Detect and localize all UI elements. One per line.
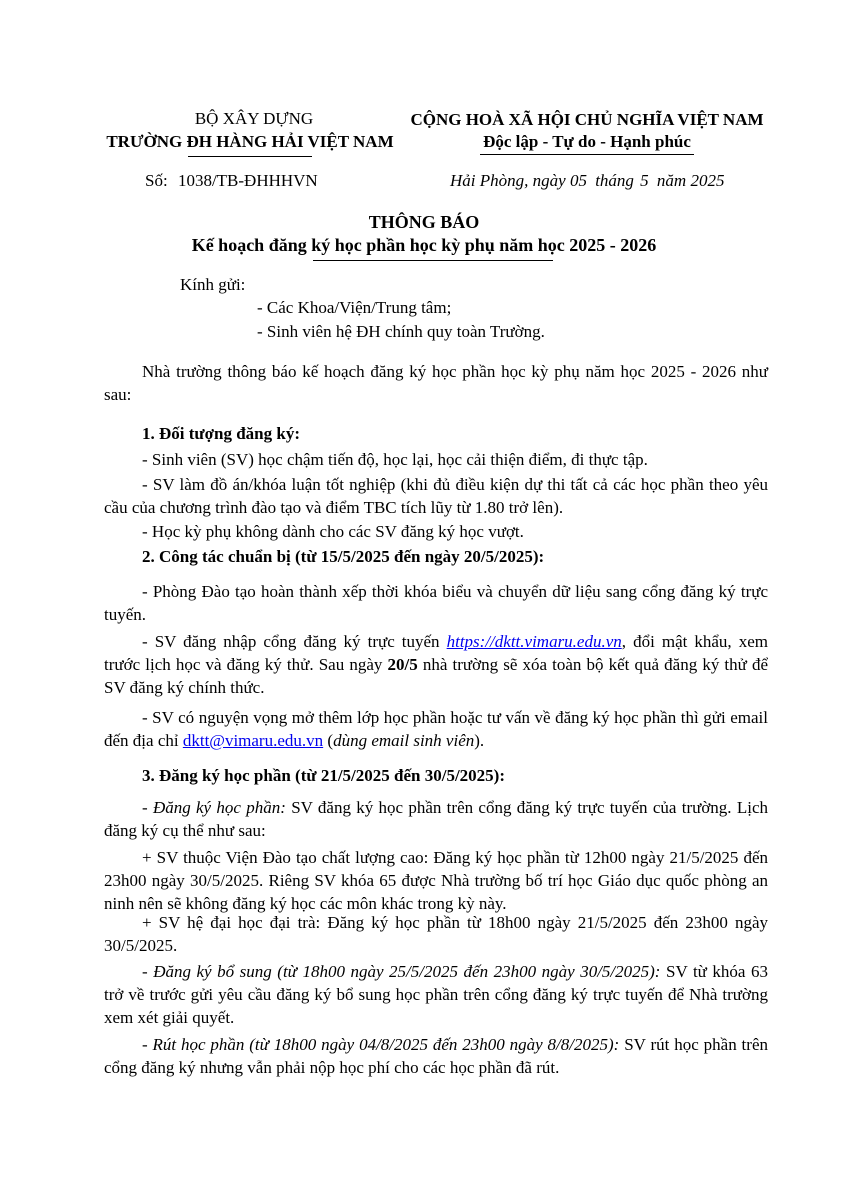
section3-p1-text: SV đăng ký học phần trên cổng đăng ký trực tuyến của trường. Lịch đăng ký cụ thể như sau: (104, 798, 768, 840)
university-underline (188, 156, 312, 157)
contact-email-link[interactable]: dktt@vimaru.edu.vn (182, 731, 324, 750)
subtitle-underline (313, 260, 553, 261)
date-year: năm 2025 (656, 171, 725, 190)
country-name: CỘNG HOÀ XÃ HỘI CHỦ NGHĨA VIỆT NAM (410, 110, 764, 129)
date-day: 05 (569, 171, 587, 190)
section3-paragraph: + SV thuộc Viện Đào tạo chất lượng cao: Đăng ký học phần từ 12h00 ngày 21/5/2025 đến 23h00 ngày 30/5/2025. Riêng SV khóa 65 được Nhà trường bố trí học Giáo dục quốc phòng an ninh nên sẽ không đăng ký học các môn khác trong kỳ này. (104, 848, 768, 913)
section2-paragraph (104, 706, 768, 752)
doc-number-value: 1038 (177, 171, 212, 190)
university-name: TRƯỜNG ĐH HÀNG HẢI VIỆT NAM (106, 132, 394, 151)
date-month-label: tháng (595, 171, 634, 190)
section3-p5-text: SV rút học phần trên cổng đăng ký nhưng vẫn phải nộp học phí cho các học phần đã rút. (104, 1035, 768, 1077)
motto-underline (480, 154, 694, 155)
recipients-label: Kính gửi: (180, 275, 246, 294)
section2-heading: 2. Công tác chuẩn bị (từ 15/5/2025 đến ngày 20/5/2025): (142, 547, 545, 566)
section1-paragraph: - Sinh viên (SV) học chậm tiến độ, học lại, học cải thiện điểm, đi thực tập. (142, 450, 648, 469)
intro-paragraph: Nhà trường thông báo kế hoạch đăng ký học phần học kỳ phụ năm học 2025 - 2026 như sau: (104, 362, 768, 404)
section2-p3-open: ( (327, 731, 334, 750)
section3-p5-label: - Rút học phần (từ 18h00 ngày 04/8/2025 đến 23h00 ngày 8/8/2025): (142, 1035, 620, 1054)
section3-heading: 3. Đăng ký học phần (từ 21/5/2025 đến 30/5/2025): (142, 766, 505, 785)
section3-paragraph (104, 1033, 768, 1079)
section2-p2-text: - SV đăng nhập cổng đăng ký trực tuyến (142, 632, 440, 651)
date-month: 5 (640, 171, 649, 190)
section2-paragraph: - Phòng Đào tạo hoàn thành xếp thời khóa biểu và chuyển dữ liệu sang cổng đăng ký trực tuyến. (104, 582, 768, 624)
motto: Độc lập - Tự do - Hạnh phúc (483, 132, 691, 151)
section3-p4-label: - Đăng ký bổ sung (từ 18h00 ngày 25/5/2025 đến 23h00 ngày 30/5/2025): (142, 962, 661, 981)
issue-date (450, 171, 724, 191)
section2-p3-note: dùng email sinh viên (333, 731, 475, 750)
doc-number-suffix: /TB-ĐHHHVN (211, 171, 318, 190)
section3-paragraph (104, 960, 768, 1029)
document-subtitle: Kế hoạch đăng ký học phần học kỳ phụ năm học 2025 - 2026 (191, 235, 657, 255)
ministry-name: BỘ XÂY DỰNG (194, 109, 314, 128)
date-prefix: Hải Phòng, ngày (450, 171, 566, 190)
section3-paragraph: + SV hệ đại học đại trà: Đăng ký học phần từ 18h00 ngày 21/5/2025 đến 23h00 ngày 30/5/2025. (104, 913, 768, 955)
document-title: THÔNG BÁO (368, 212, 480, 232)
doc-number-label: Số: (145, 171, 168, 190)
section3-p1-label: - Đăng ký học phần: (142, 798, 286, 817)
section3-p4-text: SV từ khóa 63 trở về trước gửi yêu cầu đăng ký bổ sung học phần trên cổng đăng ký trực tuyến để Nhà trường xem xét giải quyết. (104, 962, 768, 1027)
document-number (145, 171, 318, 191)
section1-heading: 1. Đối tượng đăng ký: (142, 424, 301, 443)
recipient-item: - Các Khoa/Viện/Trung tâm; (257, 298, 452, 317)
section2-paragraph (104, 630, 768, 699)
section1-paragraph: - Học kỳ phụ không dành cho các SV đăng ký học vượt. (142, 522, 524, 541)
section2-p3-text: - SV có nguyện vọng mở thêm lớp học phần hoặc tư vấn về đăng ký học phần thì gửi email đến địa chỉ (104, 708, 768, 750)
registration-portal-link[interactable]: https://dktt.vimaru.edu.vn (446, 632, 622, 651)
section3-paragraph (104, 796, 768, 842)
deadline-date: 20/5 (387, 655, 418, 674)
section2-p2-text: nhà trường sẽ xóa toàn bộ kết quả đăng ký thử để SV đăng ký chính thức. (104, 655, 769, 697)
section2-p2-text: , đổi mật khẩu, xem trước lịch học và đăng ký thử. Sau ngày (104, 632, 768, 674)
section1-paragraph: - SV làm đồ án/khóa luận tốt nghiệp (khi đủ điều kiện dự thi tất cả các học phần theo yêu cầu của chương trình đào tạo và điểm TBC tích lũy từ 1.80 trở lên). (104, 475, 768, 517)
section2-p3-close: ). (474, 731, 485, 750)
recipient-item: - Sinh viên hệ ĐH chính quy toàn Trường. (257, 322, 545, 341)
